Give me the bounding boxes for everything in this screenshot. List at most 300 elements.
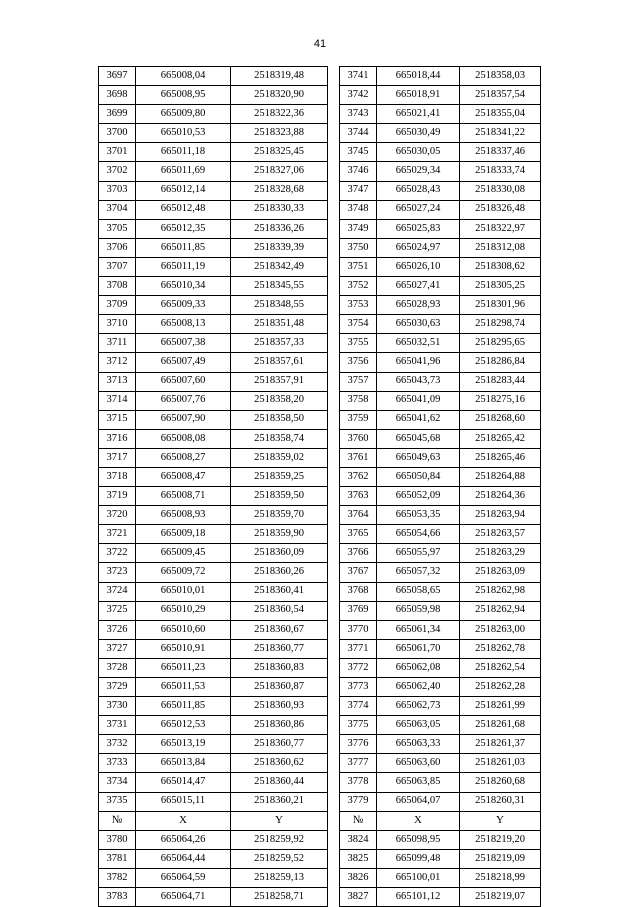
point-number: 3770: [340, 620, 377, 639]
x-coordinate: 665009,18: [136, 525, 231, 544]
column-gap: [328, 487, 340, 506]
x-coordinate: 665007,49: [136, 353, 231, 372]
point-number: 3718: [99, 467, 136, 486]
point-number: 3714: [99, 391, 136, 410]
x-coordinate: 665063,05: [377, 716, 460, 735]
point-number: 3752: [340, 277, 377, 296]
x-coordinate: 665026,10: [377, 257, 460, 276]
header-x: X: [136, 811, 231, 830]
y-coordinate: 2518263,00: [460, 620, 541, 639]
x-coordinate: 665041,09: [377, 391, 460, 410]
x-coordinate: 665018,44: [377, 67, 460, 86]
header-x: X: [377, 811, 460, 830]
y-coordinate: 2518360,87: [231, 678, 328, 697]
table-row: [99, 353, 541, 372]
x-coordinate: 665028,43: [377, 181, 460, 200]
point-number: 3712: [99, 353, 136, 372]
y-coordinate: 2518342,49: [231, 257, 328, 276]
y-coordinate: 2518339,39: [231, 238, 328, 257]
table-row: [99, 773, 541, 792]
point-number: 3713: [99, 372, 136, 391]
point-number: 3756: [340, 353, 377, 372]
column-gap: [328, 238, 340, 257]
column-gap: [328, 792, 340, 811]
y-coordinate: 2518258,71: [231, 888, 328, 907]
x-coordinate: 665008,04: [136, 67, 231, 86]
table-row: [99, 697, 541, 716]
table-row: [99, 257, 541, 276]
point-number: 3780: [99, 830, 136, 849]
table-row: [99, 467, 541, 486]
point-number: 3715: [99, 410, 136, 429]
y-coordinate: 2518260,31: [460, 792, 541, 811]
x-coordinate: 665007,60: [136, 372, 231, 391]
column-gap: [328, 888, 340, 907]
column-gap: [328, 639, 340, 658]
x-coordinate: 665045,68: [377, 429, 460, 448]
point-number: 3781: [99, 849, 136, 868]
y-coordinate: 2518336,26: [231, 219, 328, 238]
y-coordinate: 2518360,77: [231, 735, 328, 754]
point-number: 3754: [340, 315, 377, 334]
table-row: [99, 105, 541, 124]
y-coordinate: 2518262,78: [460, 639, 541, 658]
point-number: 3703: [99, 181, 136, 200]
x-coordinate: 665041,96: [377, 353, 460, 372]
column-gap: [328, 86, 340, 105]
x-coordinate: 665011,85: [136, 238, 231, 257]
x-coordinate: 665011,85: [136, 697, 231, 716]
x-coordinate: 665012,48: [136, 200, 231, 219]
column-gap: [328, 105, 340, 124]
y-coordinate: 2518360,41: [231, 582, 328, 601]
x-coordinate: 665063,33: [377, 735, 460, 754]
point-number: 3698: [99, 86, 136, 105]
y-coordinate: 2518295,65: [460, 334, 541, 353]
table-row: [99, 162, 541, 181]
point-number: 3734: [99, 773, 136, 792]
column-gap: [328, 467, 340, 486]
table-row: [99, 67, 541, 86]
x-coordinate: 665050,84: [377, 467, 460, 486]
table-row: [99, 143, 541, 162]
y-coordinate: 2518263,29: [460, 544, 541, 563]
y-coordinate: 2518264,88: [460, 467, 541, 486]
y-coordinate: 2518357,54: [460, 86, 541, 105]
y-coordinate: 2518219,07: [460, 888, 541, 907]
column-gap: [328, 697, 340, 716]
point-number: 3775: [340, 716, 377, 735]
table-row: [99, 658, 541, 677]
x-coordinate: 665007,90: [136, 410, 231, 429]
x-coordinate: 665012,14: [136, 181, 231, 200]
table-row: [99, 219, 541, 238]
x-coordinate: 665101,12: [377, 888, 460, 907]
point-number: 3746: [340, 162, 377, 181]
x-coordinate: 665098,95: [377, 830, 460, 849]
point-number: 3749: [340, 219, 377, 238]
column-gap: [328, 143, 340, 162]
point-number: 3782: [99, 868, 136, 887]
coordinates-table-body: [99, 67, 541, 907]
y-coordinate: 2518259,52: [231, 849, 328, 868]
point-number: 3827: [340, 888, 377, 907]
table-row: [99, 391, 541, 410]
x-coordinate: 665021,41: [377, 105, 460, 124]
x-coordinate: 665008,27: [136, 448, 231, 467]
y-coordinate: 2518262,54: [460, 658, 541, 677]
y-coordinate: 2518301,96: [460, 296, 541, 315]
y-coordinate: 2518286,84: [460, 353, 541, 372]
y-coordinate: 2518261,99: [460, 697, 541, 716]
x-coordinate: 665063,85: [377, 773, 460, 792]
y-coordinate: 2518351,48: [231, 315, 328, 334]
column-gap: [328, 353, 340, 372]
y-coordinate: 2518359,70: [231, 506, 328, 525]
point-number: 3705: [99, 219, 136, 238]
y-coordinate: 2518263,94: [460, 506, 541, 525]
table-row: [99, 563, 541, 582]
point-number: 3711: [99, 334, 136, 353]
column-gap: [328, 735, 340, 754]
y-coordinate: 2518358,50: [231, 410, 328, 429]
column-gap: [328, 200, 340, 219]
y-coordinate: 2518328,68: [231, 181, 328, 200]
y-coordinate: 2518262,28: [460, 678, 541, 697]
x-coordinate: 665059,98: [377, 601, 460, 620]
point-number: 3750: [340, 238, 377, 257]
y-coordinate: 2518305,25: [460, 277, 541, 296]
x-coordinate: 665010,91: [136, 639, 231, 658]
column-gap: [328, 811, 340, 830]
y-coordinate: 2518259,13: [231, 868, 328, 887]
point-number: 3777: [340, 754, 377, 773]
x-coordinate: 665061,70: [377, 639, 460, 658]
table-header-row: [99, 811, 541, 830]
y-coordinate: 2518360,93: [231, 697, 328, 716]
column-gap: [328, 658, 340, 677]
coordinates-table: [98, 66, 541, 907]
table-row: [99, 506, 541, 525]
point-number: 3725: [99, 601, 136, 620]
x-coordinate: 665011,19: [136, 257, 231, 276]
y-coordinate: 2518348,55: [231, 296, 328, 315]
table-row: [99, 544, 541, 563]
x-coordinate: 665063,60: [377, 754, 460, 773]
point-number: 3753: [340, 296, 377, 315]
x-coordinate: 665099,48: [377, 849, 460, 868]
point-number: 3719: [99, 487, 136, 506]
point-number: 3764: [340, 506, 377, 525]
point-number: 3763: [340, 487, 377, 506]
y-coordinate: 2518298,74: [460, 315, 541, 334]
y-coordinate: 2518360,09: [231, 544, 328, 563]
x-coordinate: 665032,51: [377, 334, 460, 353]
table-row: [99, 448, 541, 467]
x-coordinate: 665030,05: [377, 143, 460, 162]
y-coordinate: 2518275,16: [460, 391, 541, 410]
x-coordinate: 665008,71: [136, 487, 231, 506]
point-number: 3767: [340, 563, 377, 582]
x-coordinate: 665062,73: [377, 697, 460, 716]
y-coordinate: 2518345,55: [231, 277, 328, 296]
column-gap: [328, 582, 340, 601]
y-coordinate: 2518265,46: [460, 448, 541, 467]
column-gap: [328, 563, 340, 582]
x-coordinate: 665018,91: [377, 86, 460, 105]
column-gap: [328, 448, 340, 467]
table-row: [99, 792, 541, 811]
point-number: 3751: [340, 257, 377, 276]
x-coordinate: 665011,23: [136, 658, 231, 677]
table-row: [99, 277, 541, 296]
x-coordinate: 665007,76: [136, 391, 231, 410]
table-row: [99, 429, 541, 448]
point-number: 3779: [340, 792, 377, 811]
x-coordinate: 665025,83: [377, 219, 460, 238]
point-number: 3760: [340, 429, 377, 448]
point-number: 3700: [99, 124, 136, 143]
header-number: №: [340, 811, 377, 830]
point-number: 3783: [99, 888, 136, 907]
x-coordinate: 665011,69: [136, 162, 231, 181]
y-coordinate: 2518360,21: [231, 792, 328, 811]
table-row: [99, 86, 541, 105]
point-number: 3706: [99, 238, 136, 257]
y-coordinate: 2518322,97: [460, 219, 541, 238]
point-number: 3697: [99, 67, 136, 86]
point-number: 3776: [340, 735, 377, 754]
point-number: 3742: [340, 86, 377, 105]
point-number: 3731: [99, 716, 136, 735]
point-number: 3826: [340, 868, 377, 887]
x-coordinate: 665009,33: [136, 296, 231, 315]
x-coordinate: 665009,45: [136, 544, 231, 563]
point-number: 3702: [99, 162, 136, 181]
y-coordinate: 2518358,74: [231, 429, 328, 448]
point-number: 3758: [340, 391, 377, 410]
page-number: 41: [313, 38, 327, 50]
y-coordinate: 2518357,61: [231, 353, 328, 372]
column-gap: [328, 429, 340, 448]
table-row: [99, 716, 541, 735]
x-coordinate: 665010,01: [136, 582, 231, 601]
point-number: 3724: [99, 582, 136, 601]
point-number: 3824: [340, 830, 377, 849]
y-coordinate: 2518359,25: [231, 467, 328, 486]
table-row: [99, 372, 541, 391]
point-number: 3747: [340, 181, 377, 200]
table-row: [99, 639, 541, 658]
y-coordinate: 2518322,36: [231, 105, 328, 124]
table-row: [99, 334, 541, 353]
point-number: 3721: [99, 525, 136, 544]
y-coordinate: 2518259,92: [231, 830, 328, 849]
y-coordinate: 2518263,09: [460, 563, 541, 582]
y-coordinate: 2518262,94: [460, 601, 541, 620]
point-number: 3748: [340, 200, 377, 219]
table-row: [99, 124, 541, 143]
table-row: [99, 868, 541, 887]
y-coordinate: 2518308,62: [460, 257, 541, 276]
y-coordinate: 2518261,68: [460, 716, 541, 735]
x-coordinate: 665014,47: [136, 773, 231, 792]
x-coordinate: 665008,47: [136, 467, 231, 486]
point-number: 3741: [340, 67, 377, 86]
table-row: [99, 601, 541, 620]
x-coordinate: 665028,93: [377, 296, 460, 315]
y-coordinate: 2518333,74: [460, 162, 541, 181]
point-number: 3769: [340, 601, 377, 620]
point-number: 3727: [99, 639, 136, 658]
x-coordinate: 665013,19: [136, 735, 231, 754]
x-coordinate: 665010,53: [136, 124, 231, 143]
y-coordinate: 2518360,67: [231, 620, 328, 639]
x-coordinate: 665027,24: [377, 200, 460, 219]
column-gap: [328, 67, 340, 86]
point-number: 3709: [99, 296, 136, 315]
x-coordinate: 665009,72: [136, 563, 231, 582]
y-coordinate: 2518327,06: [231, 162, 328, 181]
x-coordinate: 665008,08: [136, 429, 231, 448]
y-coordinate: 2518262,98: [460, 582, 541, 601]
y-coordinate: 2518268,60: [460, 410, 541, 429]
y-coordinate: 2518360,54: [231, 601, 328, 620]
y-coordinate: 2518320,90: [231, 86, 328, 105]
point-number: 3744: [340, 124, 377, 143]
y-coordinate: 2518218,99: [460, 868, 541, 887]
table-row: [99, 238, 541, 257]
x-coordinate: 665064,44: [136, 849, 231, 868]
point-number: 3761: [340, 448, 377, 467]
column-gap: [328, 410, 340, 429]
table-row: [99, 830, 541, 849]
y-coordinate: 2518341,22: [460, 124, 541, 143]
column-gap: [328, 830, 340, 849]
point-number: 3701: [99, 143, 136, 162]
x-coordinate: 665064,26: [136, 830, 231, 849]
y-coordinate: 2518360,83: [231, 658, 328, 677]
y-coordinate: 2518219,20: [460, 830, 541, 849]
y-coordinate: 2518283,44: [460, 372, 541, 391]
table-row: [99, 849, 541, 868]
point-number: 3722: [99, 544, 136, 563]
table-row: [99, 620, 541, 639]
y-coordinate: 2518260,68: [460, 773, 541, 792]
x-coordinate: 665057,32: [377, 563, 460, 582]
x-coordinate: 665054,66: [377, 525, 460, 544]
y-coordinate: 2518360,62: [231, 754, 328, 773]
point-number: 3773: [340, 678, 377, 697]
x-coordinate: 665024,97: [377, 238, 460, 257]
column-gap: [328, 277, 340, 296]
point-number: 3745: [340, 143, 377, 162]
y-coordinate: 2518265,42: [460, 429, 541, 448]
point-number: 3755: [340, 334, 377, 353]
x-coordinate: 665064,71: [136, 888, 231, 907]
y-coordinate: 2518312,08: [460, 238, 541, 257]
y-coordinate: 2518219,09: [460, 849, 541, 868]
point-number: 3720: [99, 506, 136, 525]
x-coordinate: 665010,60: [136, 620, 231, 639]
x-coordinate: 665043,73: [377, 372, 460, 391]
x-coordinate: 665008,93: [136, 506, 231, 525]
x-coordinate: 665049,63: [377, 448, 460, 467]
column-gap: [328, 181, 340, 200]
column-gap: [328, 678, 340, 697]
point-number: 3768: [340, 582, 377, 601]
y-coordinate: 2518330,33: [231, 200, 328, 219]
y-coordinate: 2518357,33: [231, 334, 328, 353]
x-coordinate: 665030,49: [377, 124, 460, 143]
column-gap: [328, 525, 340, 544]
point-number: 3728: [99, 658, 136, 677]
point-number: 3723: [99, 563, 136, 582]
point-number: 3708: [99, 277, 136, 296]
x-coordinate: 665062,08: [377, 658, 460, 677]
x-coordinate: 665053,35: [377, 506, 460, 525]
y-coordinate: 2518261,03: [460, 754, 541, 773]
point-number: 3735: [99, 792, 136, 811]
header-y: Y: [460, 811, 541, 830]
table-row: [99, 200, 541, 219]
x-coordinate: 665012,35: [136, 219, 231, 238]
x-coordinate: 665010,29: [136, 601, 231, 620]
y-coordinate: 2518360,86: [231, 716, 328, 735]
x-coordinate: 665100,01: [377, 868, 460, 887]
point-number: 3717: [99, 448, 136, 467]
table-row: [99, 582, 541, 601]
table-row: [99, 487, 541, 506]
point-number: 3774: [340, 697, 377, 716]
table-row: [99, 296, 541, 315]
point-number: 3765: [340, 525, 377, 544]
point-number: 3778: [340, 773, 377, 792]
x-coordinate: 665058,65: [377, 582, 460, 601]
column-gap: [328, 716, 340, 735]
column-gap: [328, 391, 340, 410]
x-coordinate: 665062,40: [377, 678, 460, 697]
point-number: 3729: [99, 678, 136, 697]
x-coordinate: 665011,18: [136, 143, 231, 162]
y-coordinate: 2518326,48: [460, 200, 541, 219]
y-coordinate: 2518355,04: [460, 105, 541, 124]
point-number: 3766: [340, 544, 377, 563]
y-coordinate: 2518264,36: [460, 487, 541, 506]
point-number: 3704: [99, 200, 136, 219]
y-coordinate: 2518330,08: [460, 181, 541, 200]
table-row: [99, 678, 541, 697]
point-number: 3730: [99, 697, 136, 716]
table-row: [99, 735, 541, 754]
y-coordinate: 2518337,46: [460, 143, 541, 162]
x-coordinate: 665012,53: [136, 716, 231, 735]
column-gap: [328, 868, 340, 887]
point-number: 3825: [340, 849, 377, 868]
y-coordinate: 2518360,44: [231, 773, 328, 792]
y-coordinate: 2518358,03: [460, 67, 541, 86]
column-gap: [328, 372, 340, 391]
point-number: 3733: [99, 754, 136, 773]
x-coordinate: 665030,63: [377, 315, 460, 334]
x-coordinate: 665061,34: [377, 620, 460, 639]
point-number: 3743: [340, 105, 377, 124]
column-gap: [328, 315, 340, 334]
table-row: [99, 181, 541, 200]
point-number: 3771: [340, 639, 377, 658]
y-coordinate: 2518359,90: [231, 525, 328, 544]
column-gap: [328, 754, 340, 773]
